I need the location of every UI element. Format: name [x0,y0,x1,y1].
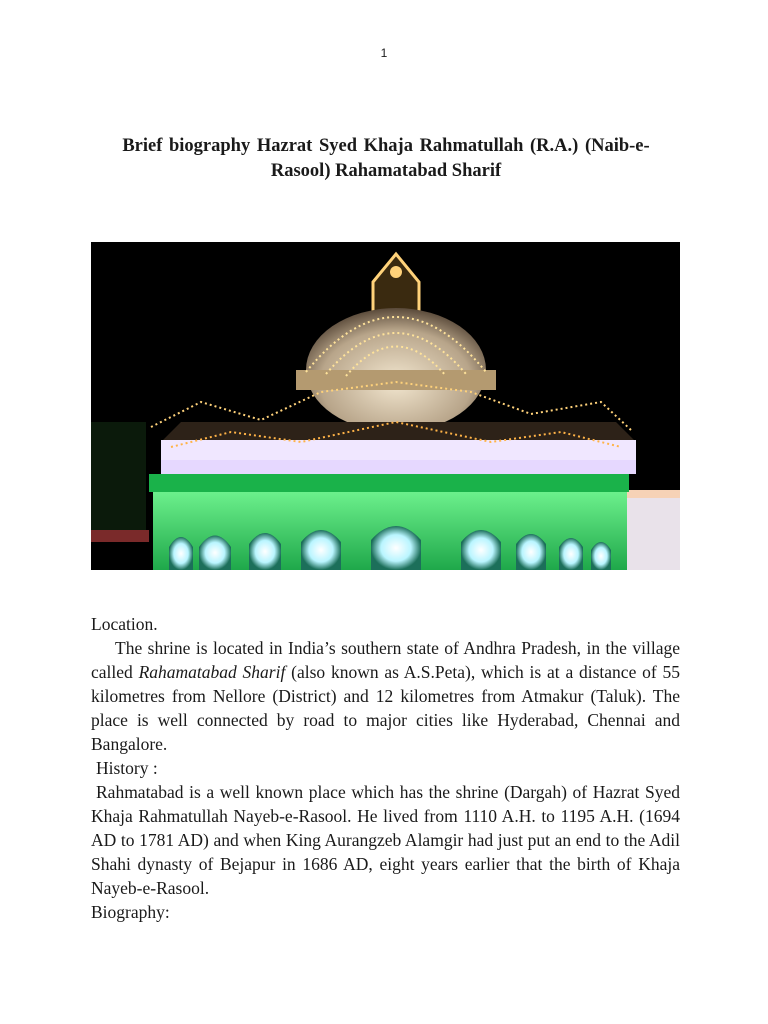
page-title [91,134,681,184]
page-number: 1 [380,46,388,60]
history-paragraph: Rahmatabad is a well known place which has the shrine (Dargah) of Hazrat Syed Khaja Rahmatullah Nayeb-e-Rasool. He lived from 1110 A.H. to 1195 A.H. (1694 AD to 1781 AD) and when King Aurangzeb Alamgir had just put an end to the Adil Shahi dynasty of Bejapur in 1686 AD, eight years earlier that the birth of Khaja Nayeb-e-Rasool. [91,782,680,898]
location-heading: Location. [91,614,158,634]
body-text [91,612,680,924]
history-heading: History : [96,758,158,778]
location-paragraph [91,636,680,756]
title-line-2: Rasool) Rahamatabad Sharif [270,161,502,181]
location-text-b: (also known as A.S.Peta), which is at a distance of 55 kilometres from Nellore (District) and 12 kilometres from Atmakur (Taluk). The place is well connected by road to major cities like Hyderabad, Chennai and Bangalore. [91,662,680,754]
title-line-1: Brief biography Hazrat Syed Khaja Rahmatullah (R.A.) (Naib-e- [122,136,650,156]
location-text-a: The shrine is located in India’s southern state of Andhra Pradesh, in the village called [91,638,680,682]
shrine-photo [91,242,680,570]
biography-heading: Biography: [91,902,170,922]
shrine-illustration [91,242,680,570]
village-name: Rahamatabad Sharif [138,662,286,682]
